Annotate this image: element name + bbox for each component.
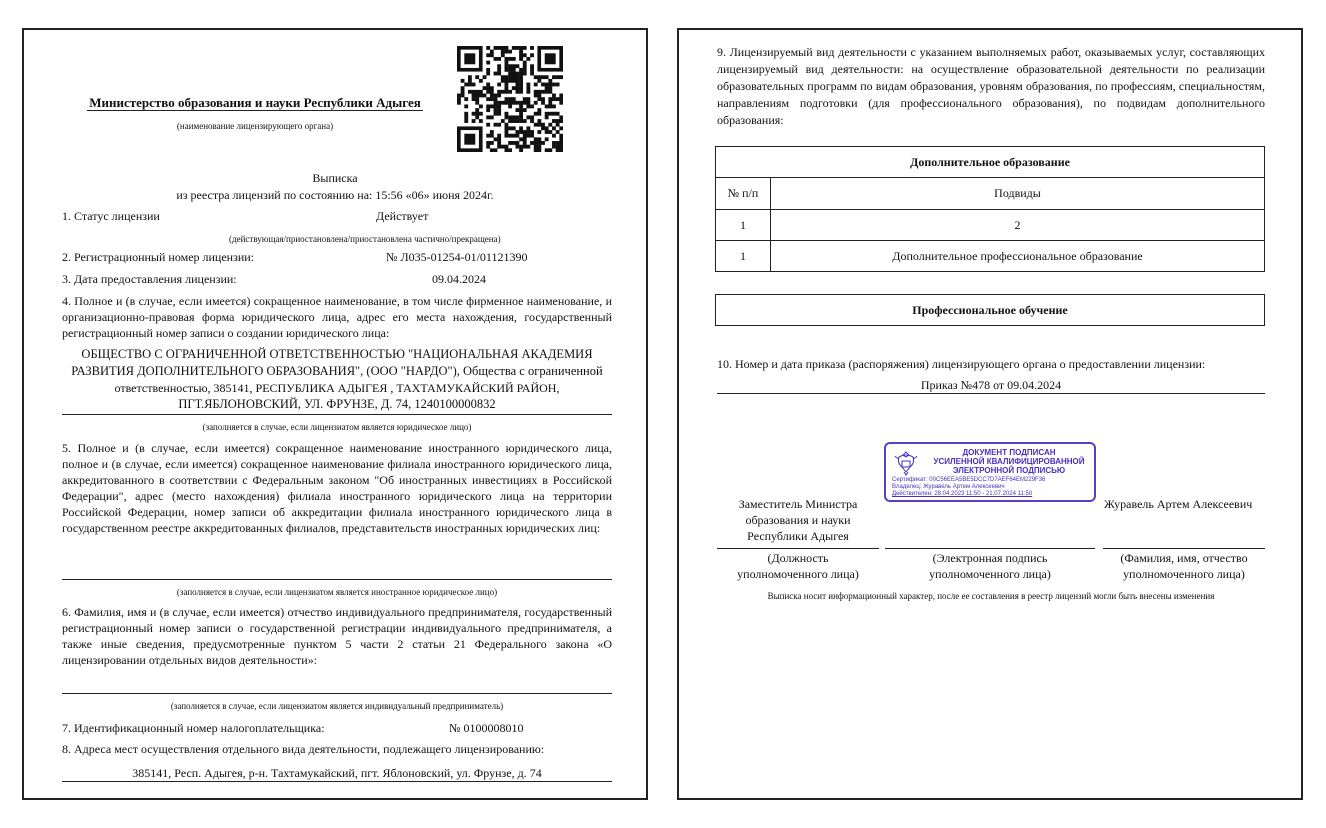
legal-entity-line-1: ОБЩЕСТВО С ОГРАНИЧЕННОЙ ОТВЕТСТВЕННОСТЬЮ "НАЦИОНАЛЬНАЯ АКАДЕМИЯ: [81, 347, 593, 361]
section-4-caption: (заполняется в случае, если лицензиатом является юридическое лицо): [202, 422, 472, 432]
licensing-authority-caption: (наименование лицензирующего органа): [176, 121, 334, 131]
document-subtitle: из реестра лицензий по состоянию на: 15:56 «06» июня 2024г.: [176, 188, 494, 202]
activity-address-value: 385141, Респ. Адыгея, р-н. Тахтамукайский, пгт. Яблоновский, ул. Фрунзе, д. 74: [132, 766, 542, 780]
section-6-underline: [62, 693, 612, 694]
license-status-value: Действует: [376, 209, 429, 223]
section-10-text: 10. Номер и дата приказа (распоряжения) лицензирующего органа о предоставлении лицензии:: [717, 357, 1206, 371]
licensing-authority-name: Министерство образования и науки Республики Адыгея: [89, 95, 421, 110]
activity-address-label: 8. Адреса мест осуществления отдельного вида деятельности, подлежащего лицензированию:: [62, 742, 545, 756]
order-number-date: Приказ №478 от 09.04.2024: [920, 378, 1062, 392]
signature-caption: [885, 550, 1095, 582]
stamp-line-2: УСИЛЕННОЙ КВАЛИФИЦИРОВАННОЙ: [933, 457, 1085, 466]
taxpayer-id-value: № 0100008010: [449, 721, 524, 735]
stamp-validity: Действителен: 28.04.2023 11:50 - 21.07.2024 11:50: [892, 491, 1033, 497]
row-value: 2: [771, 210, 1265, 241]
coat-of-arms-icon: [891, 448, 921, 478]
registration-number-label: 2. Регистрационный номер лицензии:: [62, 250, 255, 264]
signer-name: Журавель Артем Алексеевич: [1104, 497, 1253, 511]
footer-note: Выписка носит информационный характер, после ее составления в реестр лицензий могли быть внесены изменения: [767, 591, 1215, 601]
stamp-line-3: ЭЛЕКТРОННОЙ ПОДПИСЬЮ: [952, 466, 1066, 475]
document-title: Выписка: [312, 171, 358, 185]
qr-code-pattern: [457, 46, 563, 152]
license-extract-page-2: [677, 28, 1303, 800]
additional-education-heading: Дополнительное образование: [716, 147, 1265, 178]
position-caption-line-2: уполномоченного лица): [737, 567, 859, 581]
position-underline: [717, 548, 879, 549]
legal-entity-line-4: ПГТ.ЯБЛОНОВСКИЙ, УЛ. ФРУНЗЕ, Д. 74, 1240100000832: [178, 397, 496, 411]
license-extract-page-1: [22, 28, 648, 800]
section-9-text: 9. Лицензируемый вид деятельности с указанием выполняемых работ, оказываемых услуг, составляющих лицензируемый вид деятельности: на осуществление образовательной деятельности по реализации образовательных программ по видам образования, уровням образования, по профессиям, специальностям, направлениям подготовки (для профессионального образования), по подвидам дополнительного образования:: [717, 45, 1265, 127]
legal-entity-name: [62, 346, 612, 413]
column-header-number: № п/п: [716, 178, 771, 210]
signature-caption-line-2: уполномоченного лица): [929, 567, 1051, 581]
section-4-underline: [62, 414, 612, 415]
row-number: 1: [716, 241, 771, 272]
taxpayer-id-label: 7. Идентификационный номер налогоплательщика:: [62, 721, 325, 735]
license-status-caption: (действующая/приостановлена/приостановлена частично/прекращена): [229, 234, 501, 244]
license-date-label: 3. Дата предоставления лицензии:: [62, 272, 237, 286]
section-5-text: 5. Полное и (в случае, если имеется) сокращенное наименование иностранного юридического лица, полное и (в случае, если имеется) сокращенное наименование филиала иностранного юридического лица, аккредитованного в соответствии с Федеральным законом "Об иностранных инвестициях в Российской Федерации", адрес (место нахождения) филиала иностранного юридического лица на территории Российской Федерации, номер записи об аккредитации филиала иностранного юридического лица в государственном реестре аккредитованных филиалов, представительств иностранных юридических лиц:: [62, 441, 612, 535]
signature-underline: [885, 548, 1095, 549]
legal-entity-line-3: ответственностью, 385141, РЕСПУБЛИКА АДЫГЕЯ , ТАХТАМУКАЙСКИЙ РАЙОН,: [114, 381, 560, 395]
registration-number-value: № Л035-01254-01/01121390: [386, 250, 528, 264]
signer-position-line-3: Республики Адыгея: [747, 529, 849, 543]
signer-position-line-1: Заместитель Министра: [738, 497, 858, 511]
professional-training-heading: Профессиональное обучение: [715, 294, 1265, 326]
table-row: [716, 241, 1265, 272]
position-caption: [717, 550, 879, 582]
column-header-subtypes: Подвиды: [771, 178, 1265, 210]
position-caption-line-1: (Должность: [767, 551, 829, 565]
stamp-line-1: ДОКУМЕНТ ПОДПИСАН: [962, 448, 1056, 457]
section-5-underline: [62, 579, 612, 580]
stamp-certificate: Сертификат: 00C56EEA5BE5DCC7D7AEF64EM229F36: [892, 477, 1046, 483]
section-8-underline: [62, 781, 612, 782]
signer-position: [717, 496, 879, 544]
qr-code: [457, 46, 563, 152]
section-4-text: 4. Полное и (в случае, если имеется) сокращенное наименование, в том числе фирменное наименование, и организационно-правовая форма юридического лица, адрес его места нахождения, государственный регистрационный номер записи о создании юридического лица:: [62, 294, 612, 340]
row-number: 1: [716, 210, 771, 241]
license-status-label: 1. Статус лицензии: [62, 209, 160, 223]
section-5-caption: (заполняется в случае, если лицензиатом является иностранное юридическое лицо): [176, 587, 498, 597]
name-caption-line-2: уполномоченного лица): [1123, 567, 1245, 581]
electronic-signature-stamp: [884, 442, 1096, 502]
name-caption-line-1: (Фамилия, имя, отчество: [1120, 551, 1248, 565]
section-6-text: 6. Фамилия, имя и (в случае, если имеется) отчество индивидуального предпринимателя, государственный регистрационный номер записи о государственной регистрации индивидуального предпринимателя, а также иные сведения, предусмотренные пунктом 5 части 2 статьи 21 Федерального закона «О лицензировании отдельных видов деятельности»:: [62, 605, 612, 667]
legal-entity-line-2: РАЗВИТИЯ ДОПОЛНИТЕЛЬНОГО ОБРАЗОВАНИЯ", (ООО "НАРДО"), Общества с ограниченной: [71, 364, 603, 378]
section-10-underline: [717, 393, 1265, 394]
stamp-owner: Владелец: Журавель Артем Алексеевич: [892, 484, 1005, 490]
table-row: [716, 210, 1265, 241]
additional-education-table: [715, 146, 1265, 272]
row-value: Дополнительное профессиональное образование: [771, 241, 1265, 272]
license-date-value: 09.04.2024: [432, 272, 486, 286]
section-6-caption: (заполняется в случае, если лицензиатом является индивидуальный предприниматель): [170, 701, 504, 711]
name-caption: [1103, 550, 1265, 582]
signature-caption-line-1: (Электронная подпись: [932, 551, 1048, 565]
name-underline: [1103, 548, 1265, 549]
signer-position-line-2: образования и науки: [745, 513, 851, 527]
